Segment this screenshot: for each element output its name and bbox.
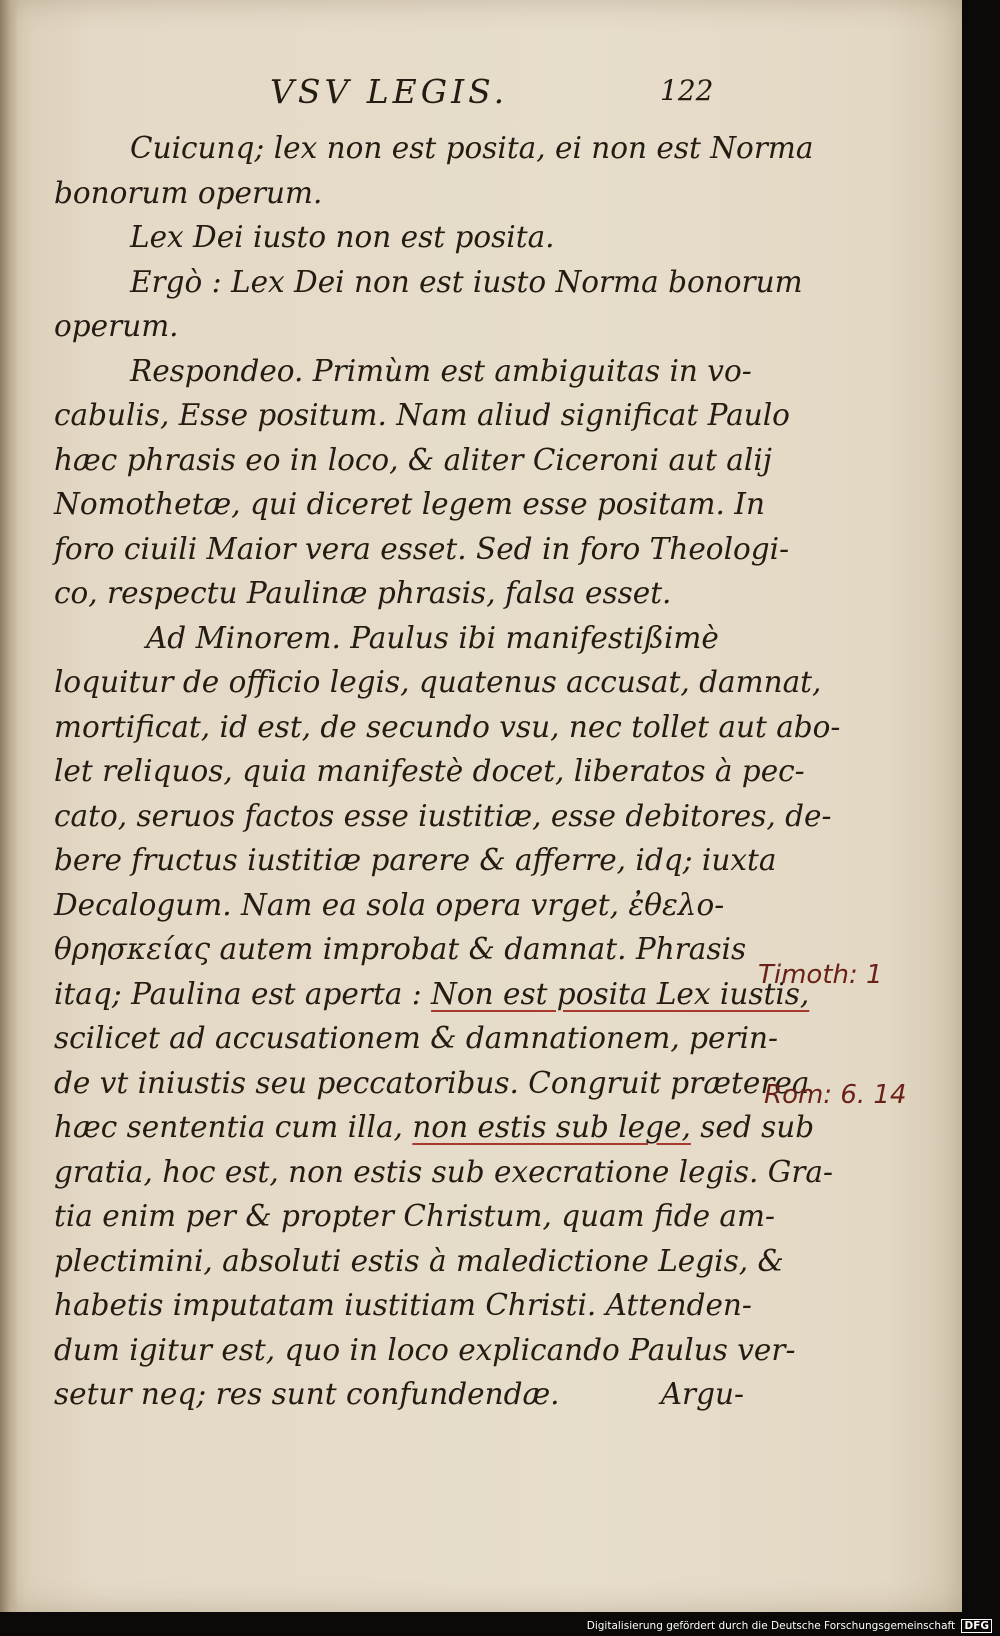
dfg-logo: DFG xyxy=(961,1619,992,1633)
page-spine-shadow xyxy=(0,0,18,1612)
text-line: Cuicunq; lex non est posita, ei non est Norma xyxy=(130,131,814,165)
text-line: Lex Dei iusto non est posita. xyxy=(130,220,555,254)
text-line: itaq; Paulina est aperta : Non est posita Lex iustis, xyxy=(54,976,810,1011)
text-line: habetis imputatam iustitiam Christi. Attenden- xyxy=(54,1288,752,1322)
text-line: let reliquos, quia manifestè docet, liberatos à pec- xyxy=(54,754,805,788)
text-line: hæc sententia cum illa, non estis sub lege, sed sub xyxy=(54,1110,815,1144)
text-line: mortificat, id est, de secundo vsu, nec tollet aut abo- xyxy=(54,709,841,744)
text-line: Ergò : Lex Dei non est iusto Norma bonorum xyxy=(130,264,803,299)
text-line: bonorum operum. xyxy=(54,175,323,210)
text-line: scilicet ad accusationem & damnationem, perin- xyxy=(54,1021,778,1055)
underlined-phrase: non estis sub lege, xyxy=(412,1110,691,1144)
text-line: cabulis, Esse positum. Nam aliud significat Paulo xyxy=(54,398,790,432)
marginal-note-2: Rom: 6. 14 xyxy=(764,1080,907,1110)
underlined-phrase: Non est posita Lex iustis, xyxy=(431,976,810,1011)
text-line: Respondeo. Primùm est ambiguitas in vo- xyxy=(130,353,752,388)
page-number: 122 xyxy=(660,74,714,107)
text-line: setur neq; res sunt confundendæ. Argu- xyxy=(54,1372,744,1417)
running-title: VSV LEGIS. xyxy=(270,72,509,111)
text-line: plectimini, absoluti estis à maledictione Legis, & xyxy=(54,1243,784,1278)
text-line: bere fructus iustitiæ parere & afferre, idq; iuxta xyxy=(54,843,777,877)
text-line: Decalogum. Nam ea sola opera vrget, ἐθελο- xyxy=(54,887,725,922)
text-line: de vt iniustis seu peccatoribus. Congruit præterea xyxy=(54,1065,810,1100)
digitization-footer xyxy=(587,1619,992,1633)
text-line: cato, seruos factos esse iustitiæ, esse debitores, de- xyxy=(54,798,832,833)
text-line: dum igitur est, quo in loco explicando Paulus ver- xyxy=(54,1332,796,1367)
catchword: Argu- xyxy=(660,1377,744,1411)
text-line: Nomothetæ, qui diceret legem esse positam. In xyxy=(54,487,765,521)
text-line: tia enim per & propter Christum, quam fide am- xyxy=(54,1199,775,1233)
text-line: hæc phrasis eo in loco, & aliter Ciceroni aut alij xyxy=(54,442,772,477)
text-line: foro ciuili Maior vera esset. Sed in foro Theologi- xyxy=(54,531,790,566)
text-line: Ad Minorem. Paulus ibi manifestißimè xyxy=(146,620,719,655)
text-line: co, respectu Paulinæ phrasis, falsa esset. xyxy=(54,576,672,610)
text-line: operum. xyxy=(54,309,179,343)
footer-text: Digitalisierung gefördert durch die Deutsche Forschungsgemeinschaft xyxy=(586,1620,956,1632)
text-line: loquitur de officio legis, quatenus accusat, damnat, xyxy=(54,665,822,699)
marginal-note-1: Timoth: 1 xyxy=(758,960,883,990)
text-line: gratia, hoc est, non estis sub execratione legis. Gra- xyxy=(54,1154,833,1189)
running-head xyxy=(0,72,962,112)
text-line: θρησκείας autem improbat & damnat. Phrasis xyxy=(54,932,747,966)
